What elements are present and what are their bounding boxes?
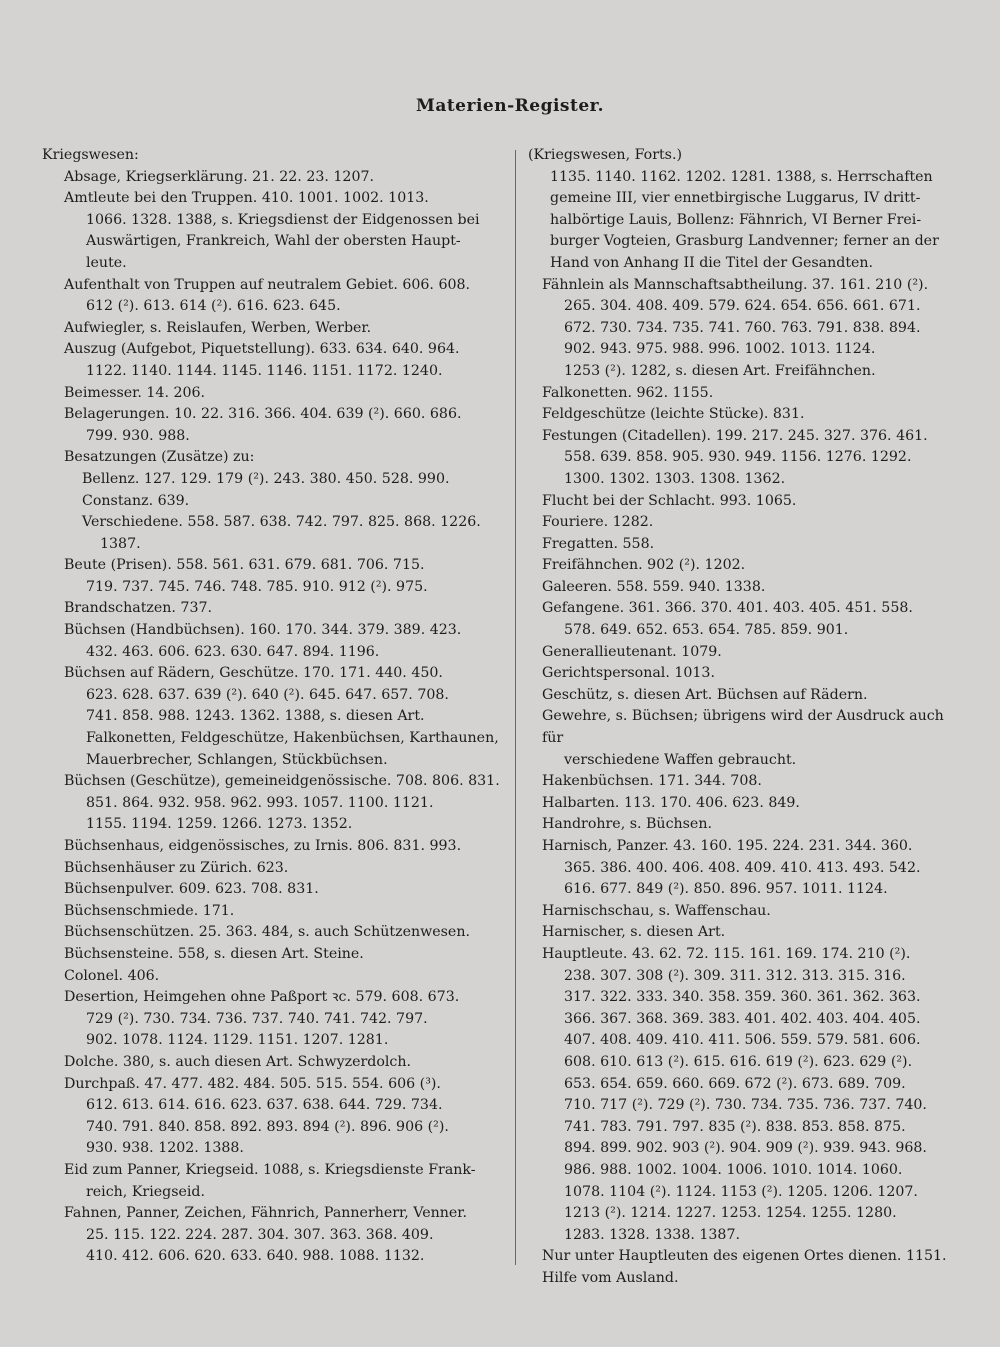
- index-entry: [42, 491, 504, 513]
- index-entry: [528, 944, 956, 1246]
- entry-line: Colonel. 406.: [64, 967, 160, 984]
- index-entry: [42, 1052, 504, 1074]
- entry-line: Gewehre, s. Büchsen; übrigens wird der Ausdruck auch für: [542, 708, 944, 747]
- entry-line: Festungen (Citadellen). 199. 217. 245. 327. 376. 461.: [542, 427, 928, 444]
- index-entry: [42, 922, 504, 944]
- entry-line: verschiedene Waffen gebraucht.: [564, 751, 797, 768]
- entry-line: Hand von Anhang II die Titel der Gesandten.: [550, 254, 874, 271]
- index-entry: [528, 534, 956, 556]
- index-entry: [528, 491, 956, 513]
- index-entry: [528, 577, 956, 599]
- entry-line: reich, Kriegseid.: [86, 1183, 206, 1200]
- index-entry: [528, 836, 956, 901]
- index-entry: [42, 339, 504, 382]
- entry-line: Eid zum Panner, Kriegseid. 1088, s. Kriegsdienste Frank-: [64, 1161, 476, 1178]
- index-entry: [42, 901, 504, 923]
- entry-line: 623. 628. 637. 639 (²). 640 (²). 645. 647. 657. 708.: [86, 686, 449, 703]
- entry-line: Mauerbrecher, Schlangen, Stückbüchsen.: [86, 751, 388, 768]
- index-entry: [528, 598, 956, 641]
- index-entry: [42, 1074, 504, 1160]
- entry-line: 432. 463. 606. 623. 630. 647. 894. 1196.: [86, 643, 380, 660]
- entry-line: Auszug (Aufgebot, Piquetstellung). 633. 634. 640. 964.: [64, 341, 460, 358]
- entry-line: Geschütz, s. diesen Art. Büchsen auf Rädern.: [542, 686, 868, 703]
- entry-line: 616. 677. 849 (²). 850. 896. 957. 1011. 1124.: [564, 881, 888, 898]
- entry-line: Büchsenhaus, eidgenössisches, zu Irnis. 806. 831. 993.: [64, 838, 462, 854]
- entry-line: 930. 938. 1202. 1388.: [86, 1140, 244, 1157]
- entry-line: Dolche. 380, s. auch diesen Art. Schwyzerdolch.: [64, 1053, 411, 1070]
- entry-line: 25. 115. 122. 224. 287. 304. 307. 363. 368. 409.: [86, 1226, 434, 1243]
- entry-line: Besatzungen (Zusätze) zu:: [64, 449, 255, 466]
- entry-line: Nur unter Hauptleuten des eigenen Ortes dienen. 1151.: [542, 1248, 947, 1265]
- index-entry: [42, 1203, 504, 1268]
- entry-line: halbörtige Lauis, Bollenz: Fähnrich, VI Berner Frei-: [550, 211, 922, 228]
- entry-line: 672. 730. 734. 735. 741. 760. 763. 791. 838. 894.: [564, 319, 921, 336]
- entry-line: 799. 930. 988.: [86, 427, 190, 444]
- entry-line: 410. 412. 606. 620. 633. 640. 988. 1088. 1132.: [86, 1248, 425, 1265]
- entry-line: Durchpaß. 47. 477. 482. 484. 505. 515. 554. 606 (³).: [64, 1075, 441, 1092]
- index-entry: [42, 383, 504, 405]
- entry-line: 851. 864. 932. 958. 962. 993. 1057. 1100. 1121.: [86, 794, 434, 811]
- entry-line: Aufenthalt von Truppen auf neutralem Gebiet. 606. 608.: [64, 276, 471, 293]
- entry-line: 1213 (²). 1214. 1227. 1253. 1254. 1255. 1280.: [564, 1205, 897, 1222]
- entry-line: Hauptleute. 43. 62. 72. 115. 161. 169. 174. 210 (²).: [542, 945, 911, 962]
- entry-line: Falkonetten. 962. 1155.: [542, 384, 714, 401]
- index-entry: [42, 167, 504, 189]
- index-entry: [528, 1246, 956, 1268]
- index-entry: [42, 663, 504, 771]
- index-entry: [528, 555, 956, 577]
- entry-line: 558. 639. 858. 905. 930. 949. 1156. 1276. 1292.: [564, 449, 912, 466]
- index-entry: [42, 512, 504, 555]
- index-entry: [528, 275, 956, 383]
- index-entry: [42, 447, 504, 469]
- index-entry: [42, 555, 504, 598]
- entry-line: 741. 858. 988. 1243. 1362. 1388, s. diesen Art.: [86, 708, 425, 725]
- entry-line: Büchsenhäuser zu Zürich. 623.: [64, 859, 289, 876]
- entry-line: Fahnen, Panner, Zeichen, Fähnrich, Pannerherr, Venner.: [64, 1205, 468, 1222]
- index-entry: [42, 1160, 504, 1203]
- entry-line: Gerichtspersonal. 1013.: [542, 665, 715, 682]
- index-entry: [528, 663, 956, 685]
- entry-line: 365. 386. 400. 406. 408. 409. 410. 413. 493. 542.: [564, 859, 921, 876]
- entry-line: Halbarten. 113. 170. 406. 623. 849.: [542, 794, 800, 811]
- index-entry: [528, 901, 956, 923]
- index-entry: [528, 383, 956, 405]
- entry-line: 1135. 1140. 1162. 1202. 1281. 1388, s. Herrschaften: [550, 168, 933, 185]
- entry-line: Falkonetten, Feldgeschütze, Hakenbüchsen, Karthaunen,: [86, 730, 499, 747]
- left-column: [42, 145, 504, 1268]
- index-entry: [42, 771, 504, 836]
- index-entry: [42, 858, 504, 880]
- index-entry: [42, 598, 504, 620]
- entry-line: burger Vogteien, Grasburg Landvenner; ferner an der: [550, 233, 939, 250]
- entry-line: 366. 367. 368. 369. 383. 401. 402. 403. 404. 405.: [564, 1010, 921, 1027]
- entry-line: Büchsen (Handbüchsen). 160. 170. 344. 379. 389. 423.: [64, 622, 462, 639]
- index-entry: [42, 987, 504, 1052]
- entry-line: 741. 783. 791. 797. 835 (²). 838. 853. 858. 875.: [564, 1118, 906, 1135]
- entry-line: 1387.: [100, 535, 141, 552]
- entry-line: Fouriere. 1282.: [542, 514, 654, 531]
- entry-line: Aufwiegler, s. Reislaufen, Werben, Werber.: [64, 319, 372, 336]
- entry-line: Hakenbüchsen. 171. 344. 708.: [542, 773, 762, 790]
- index-entry: [528, 685, 956, 707]
- entry-line: 608. 610. 613 (²). 615. 616. 619 (²). 623. 629 (²).: [564, 1053, 913, 1070]
- entry-line: 578. 649. 652. 653. 654. 785. 859. 901.: [564, 622, 849, 639]
- entry-line: Handrohre, s. Büchsen.: [542, 816, 712, 833]
- index-entry: [528, 793, 956, 815]
- entry-line: Generallieutenant. 1079.: [542, 643, 722, 660]
- entry-line: Büchsenpulver. 609. 623. 708. 831.: [64, 881, 319, 898]
- entry-line: Harnischschau, s. Waffenschau.: [542, 902, 771, 919]
- entry-line: Feldgeschütze (leichte Stücke). 831.: [542, 406, 805, 423]
- entry-line: 1283. 1328. 1338. 1387.: [564, 1226, 740, 1243]
- entry-line: Freifähnchen. 902 (²). 1202.: [542, 557, 746, 574]
- entry-line: Flucht bei der Schlacht. 993. 1065.: [542, 492, 797, 509]
- index-entry: [528, 814, 956, 836]
- entry-line: 710. 717 (²). 729 (²). 730. 734. 735. 736. 737. 740.: [564, 1097, 927, 1114]
- entry-line: Hilfe vom Ausland.: [542, 1269, 679, 1286]
- index-entry: [42, 188, 504, 274]
- entry-line: Büchsen auf Rädern, Geschütze. 170. 171. 440. 450.: [64, 665, 443, 682]
- index-entry: [42, 275, 504, 318]
- column-divider: [515, 150, 516, 1265]
- entry-line: Auswärtigen, Frankreich, Wahl der obersten Haupt-: [86, 233, 461, 250]
- entry-line: 612. 613. 614. 616. 623. 637. 638. 644. 729. 734.: [86, 1097, 443, 1114]
- entry-line: Harnischer, s. diesen Art.: [542, 924, 726, 941]
- entry-line: Bellenz. 127. 129. 179 (²). 243. 380. 450. 528. 990.: [82, 470, 450, 487]
- index-entry: [528, 922, 956, 944]
- index-entry: [42, 944, 504, 966]
- entry-line: Verschiedene. 558. 587. 638. 742. 797. 825. 868. 1226.: [82, 514, 481, 531]
- index-entry: [528, 1268, 956, 1290]
- entry-line: Büchsenschmiede. 171.: [64, 902, 235, 919]
- entry-line: Gefangene. 361. 366. 370. 401. 403. 405. 451. 558.: [542, 600, 913, 617]
- entry-line: 740. 791. 840. 858. 892. 893. 894 (²). 896. 906 (²).: [86, 1118, 449, 1135]
- page-heading: Materien-Register.: [416, 96, 604, 116]
- index-entry: [42, 966, 504, 988]
- index-entry: [42, 836, 504, 858]
- entry-line: 407. 408. 409. 410. 411. 506. 559. 579. 581. 606.: [564, 1032, 921, 1049]
- index-entry: [42, 318, 504, 340]
- entry-line: 612 (²). 613. 614 (²). 616. 623. 645.: [86, 298, 341, 315]
- entry-line: 894. 899. 902. 903 (²). 904. 909 (²). 939. 943. 968.: [564, 1140, 927, 1157]
- entry-line: Constanz. 639.: [82, 492, 190, 509]
- entry-line: Harnisch, Panzer. 43. 160. 195. 224. 231. 344. 360.: [542, 838, 913, 854]
- index-entry: [528, 145, 956, 275]
- index-entry: [528, 706, 956, 771]
- index-entry: [42, 620, 504, 663]
- entry-line: 719. 737. 745. 746. 748. 785. 910. 912 (²). 975.: [86, 578, 428, 595]
- entry-line: Amtleute bei den Truppen. 410. 1001. 1002. 1013.: [64, 190, 429, 207]
- index-entry: [528, 771, 956, 793]
- entry-line: Kriegswesen:: [42, 147, 139, 163]
- index-entry: [528, 426, 956, 491]
- entry-line: 238. 307. 308 (²). 309. 311. 312. 313. 315. 316.: [564, 967, 906, 984]
- entry-line: 1155. 1194. 1259. 1266. 1273. 1352.: [86, 816, 353, 833]
- entry-line: Fähnlein als Mannschaftsabtheilung. 37. 161. 210 (²).: [542, 276, 929, 293]
- entry-line: Büchsen (Geschütze), gemeineidgenössische. 708. 806. 831.: [64, 773, 500, 790]
- entry-line: 1078. 1104 (²). 1124. 1153 (²). 1205. 1206. 1207.: [564, 1183, 918, 1200]
- entry-line: Brandschatzen. 737.: [64, 600, 213, 617]
- entry-line: 265. 304. 408. 409. 579. 624. 654. 656. 661. 671.: [564, 298, 921, 315]
- entry-line: leute.: [86, 254, 127, 271]
- entry-line: Desertion, Heimgehen ohne Paßport ꝛc. 579. 608. 673.: [64, 989, 460, 1006]
- entry-line: gemeine III, vier ennetbirgische Luggarus, IV dritt-: [550, 190, 921, 207]
- entry-line: 317. 322. 333. 340. 358. 359. 360. 361. 362. 363.: [564, 989, 921, 1006]
- entry-line: 1066. 1328. 1388, s. Kriegsdienst der Eidgenossen bei: [86, 211, 480, 228]
- index-entry: [42, 469, 504, 491]
- entry-line: Fregatten. 558.: [542, 535, 655, 552]
- entry-line: 1253 (²). 1282, s. diesen Art. Freifähnchen.: [564, 362, 876, 379]
- entry-line: Galeeren. 558. 559. 940. 1338.: [542, 578, 766, 595]
- entry-line: 729 (²). 730. 734. 736. 737. 740. 741. 742. 797.: [86, 1010, 428, 1027]
- entry-line: 986. 988. 1002. 1004. 1006. 1010. 1014. 1060.: [564, 1161, 903, 1178]
- entry-line: 1300. 1302. 1303. 1308. 1362.: [564, 470, 786, 487]
- entry-line: 653. 654. 659. 660. 669. 672 (²). 673. 689. 709.: [564, 1075, 906, 1092]
- index-entry: [42, 404, 504, 447]
- entry-line: 1122. 1140. 1144. 1145. 1146. 1151. 1172. 1240.: [86, 362, 443, 379]
- entry-line: 902. 943. 975. 988. 996. 1002. 1013. 1124.: [564, 341, 876, 358]
- index-entry: [528, 404, 956, 426]
- index-entry: [42, 145, 504, 167]
- entry-line: (Kriegswesen, Forts.): [528, 147, 683, 163]
- index-entry: [528, 642, 956, 664]
- entry-line: Büchsensteine. 558, s. diesen Art. Steine.: [64, 945, 364, 962]
- entry-line: Beimesser. 14. 206.: [64, 384, 206, 401]
- right-column: [528, 145, 956, 1289]
- entry-line: Absage, Kriegserklärung. 21. 22. 23. 1207.: [64, 168, 375, 185]
- index-entry: [42, 879, 504, 901]
- index-entry: [528, 512, 956, 534]
- entry-line: 902. 1078. 1124. 1129. 1151. 1207. 1281.: [86, 1032, 389, 1049]
- entry-line: Büchsenschützen. 25. 363. 484, s. auch Schützenwesen.: [64, 924, 470, 941]
- entry-line: Beute (Prisen). 558. 561. 631. 679. 681. 706. 715.: [64, 557, 425, 574]
- entry-line: Belagerungen. 10. 22. 316. 366. 404. 639 (²). 660. 686.: [64, 406, 462, 423]
